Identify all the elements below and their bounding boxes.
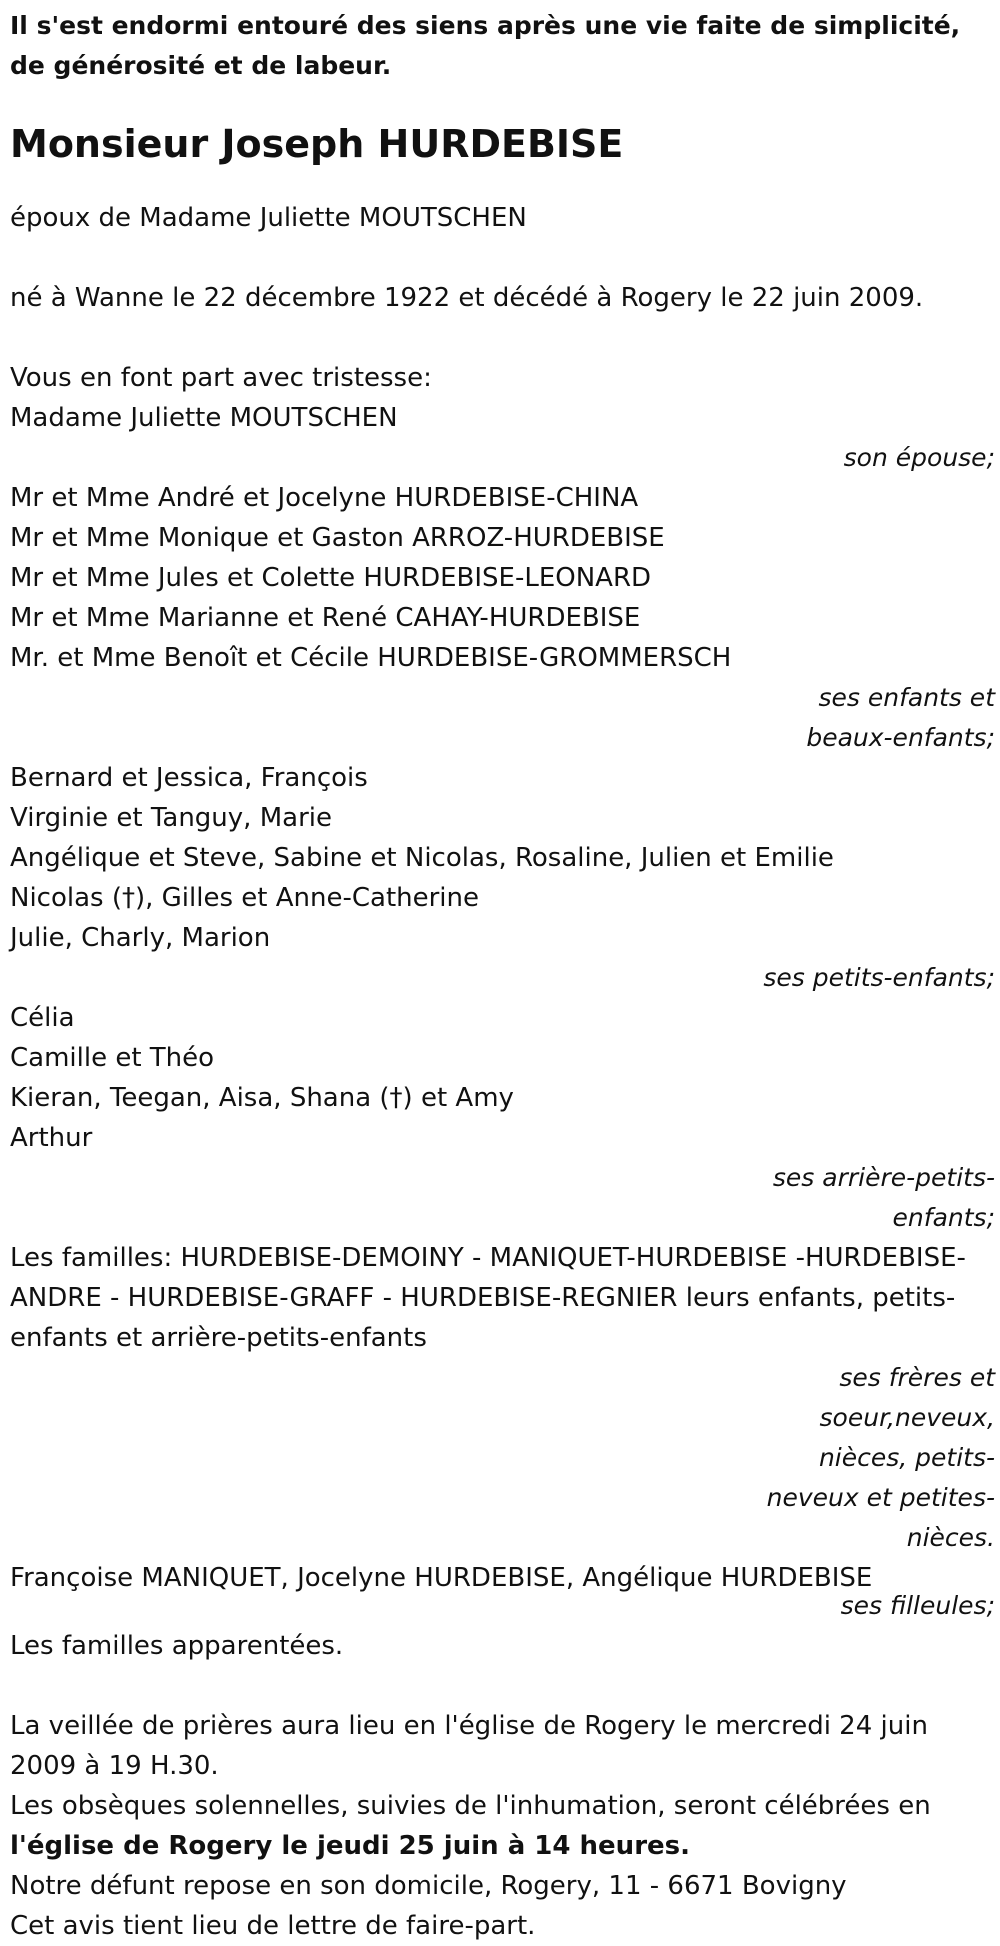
announcement-intro: Vous en font part avec tristesse: <box>10 363 432 393</box>
group-families <box>10 1238 995 1358</box>
rests-text: Notre défunt repose en son domicile, Rogery, 11 - 6671 Bovigny <box>10 1871 847 1901</box>
group-member: Camille et Théo <box>10 1043 215 1073</box>
group-great-grandchildren <box>10 998 995 1158</box>
group-member: Mr et Mme André et Jocelyne HURDEBISE-CHINA <box>10 483 639 513</box>
group-role: ses enfants et beaux-enfants; <box>806 683 995 752</box>
group-member: Célia <box>10 1003 75 1033</box>
group-member: Françoise MANIQUET, Jocelyne HURDEBISE, Angélique HURDEBISE <box>10 1563 873 1593</box>
deceased-name: Monsieur Joseph HURDEBISE <box>10 122 624 166</box>
related-families: Les familles apparentées. <box>10 1631 344 1661</box>
group-role: ses petits-enfants; <box>763 963 995 992</box>
group-member: Angélique et Steve, Sabine et Nicolas, Rosaline, Julien et Emilie <box>10 843 834 873</box>
group-role: ses filleules; <box>840 1591 995 1620</box>
group-member: Madame Juliette MOUTSCHEN <box>10 403 398 433</box>
funeral-text-prefix: Les obsèques solennelles, suivies de l'inhumation, seront célébrées en <box>10 1791 931 1821</box>
group-grandchildren <box>10 758 995 958</box>
spacer <box>10 1666 995 1706</box>
group-member: Nicolas (†), Gilles et Anne-Catherine <box>10 883 480 913</box>
group-member: Bernard et Jessica, François <box>10 763 368 793</box>
group-role: son épouse; <box>843 443 995 472</box>
spouse-line: époux de Madame Juliette MOUTSCHEN <box>10 203 527 233</box>
intro-text: Il s'est endormi entouré des siens après une vie faite de simplicité, de générosité et de labeur. <box>10 11 961 80</box>
group-role: ses arrière-petits-enfants; <box>772 1163 995 1232</box>
group-member: Virginie et Tanguy, Marie <box>10 803 332 833</box>
funeral-text <box>10 1786 995 1866</box>
group-member: Mr et Mme Jules et Colette HURDEBISE-LEONARD <box>10 563 652 593</box>
group-member: Mr et Mme Marianne et René CAHAY-HURDEBISE <box>10 603 641 633</box>
group-role: ses frères et soeur,neveux, nièces, petits-neveux et petites-nièces. <box>766 1363 995 1552</box>
group-children <box>10 478 995 678</box>
vigil-text: La veillée de prières aura lieu en l'église de Rogery le mercredi 24 juin 2009 à 19 H.30. <box>10 1711 928 1781</box>
group-member: Julie, Charly, Marion <box>10 923 271 953</box>
birth-death-line: né à Wanne le 22 décembre 1922 et décédé à Rogery le 22 juin 2009. <box>10 283 924 313</box>
group-member: Kieran, Teegan, Aisa, Shana (†) et Amy <box>10 1083 514 1113</box>
funeral-text-bold: l'église de Rogery le jeudi 25 juin à 14 heures. <box>10 1831 690 1861</box>
group-member: Mr et Mme Monique et Gaston ARROZ-HURDEBISE <box>10 523 665 553</box>
obituary-column <box>10 6 995 1946</box>
notice-text: Cet avis tient lieu de lettre de faire-part. <box>10 1911 536 1941</box>
group-member: Les familles: HURDEBISE-DEMOINY - MANIQUET-HURDEBISE -HURDEBISE-ANDRE - HURDEBISE-GRAFF - HURDEBISE-REGNIER leurs enfants, petits-enfants et arrière-petits-enfants <box>10 1243 966 1353</box>
group-spouse <box>10 398 995 438</box>
group-member: Mr. et Mme Benoît et Cécile HURDEBISE-GROMMERSCH <box>10 643 732 673</box>
group-member: Arthur <box>10 1123 93 1153</box>
